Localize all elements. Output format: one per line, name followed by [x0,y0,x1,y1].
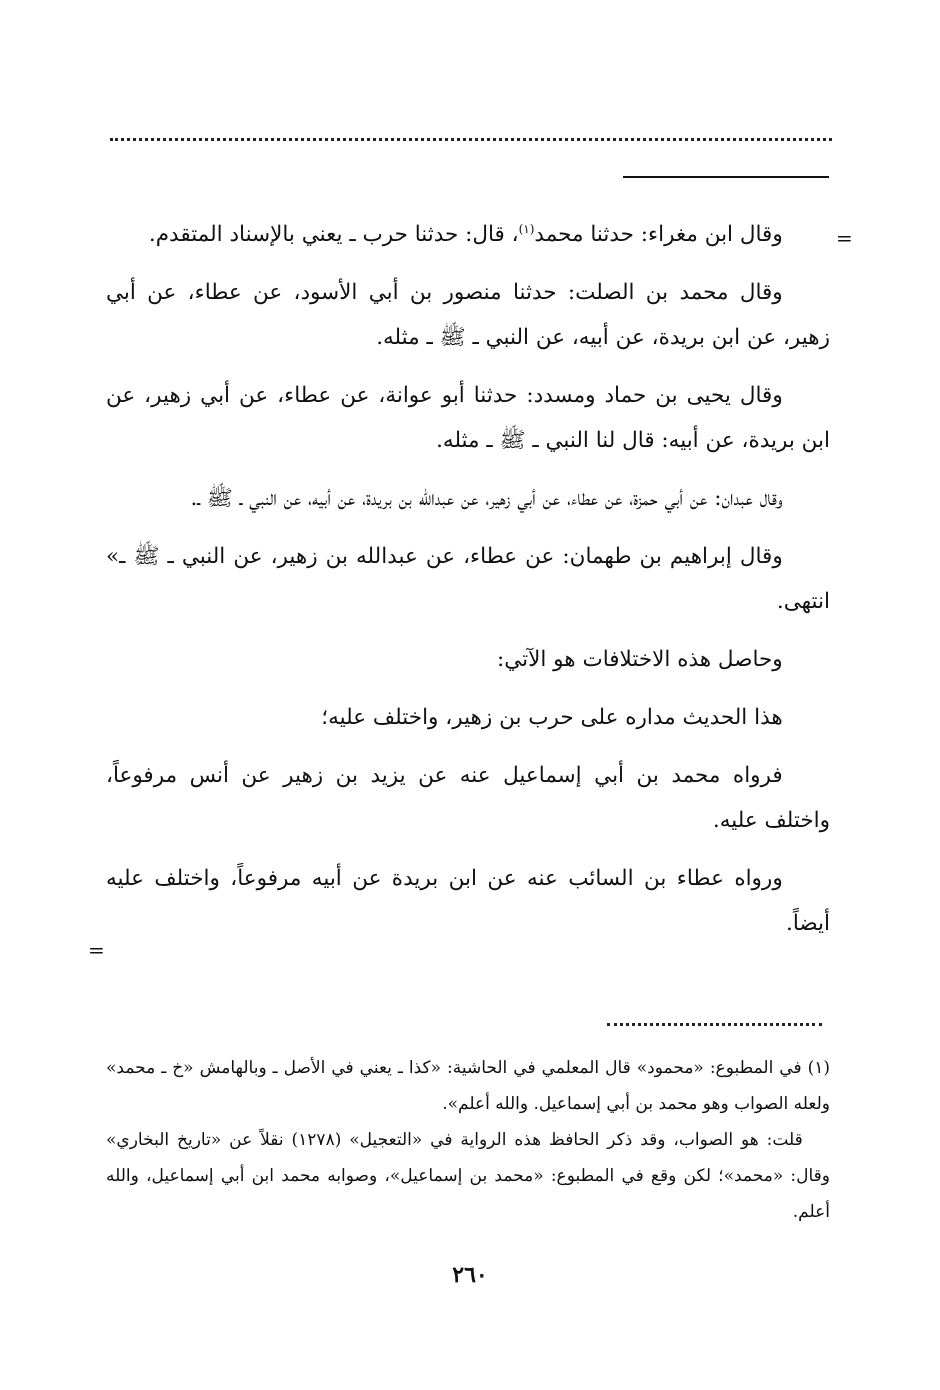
paragraph-1: وقال ابن مغراء: حدثنا محمد$^{(١)}$، قال: حدثنا حرب ـ يعني بالإسناد المتقدم. [148,221,783,247]
footnote-1: (١) في المطبوع: «محمود» قال المعلمي في الحاشية: «كذا ـ يعني في الأصل ـ وبالهامش «خ ـ محمد» ولعله الصواب وهو محمد بن أبي إسماعيل. والله أعلم». [106,1058,830,1114]
footnotes [106,1050,830,1230]
continuation-marker-bottom: = [88,938,105,962]
paragraph-3: وقال يحيى بن حماد ومسدد: حدثنا أبو عوانة، عن عطاء، عن أبي زهير، عن ابن بريدة، عن أبيه: قال لنا النبي ـ ﷺ ـ مثله. [106,383,830,453]
continuation-marker-top: = [836,226,853,250]
paragraph-9: ورواه عطاء بن السائب عنه عن ابن بريدة عن أبيه مرفوعاً، واختلف عليه أيضاً. [106,866,830,936]
paragraph-7: هذا الحديث مداره على حرب بن زهير، واختلف عليه؛ [321,705,783,730]
page-number: ٢٦٠ [452,1262,488,1288]
footnote-separator [607,1023,822,1032]
paragraph-2: وقال محمد بن الصلت: حدثنا منصور بن أبي الأسود، عن عطاء، عن أبي زهير، عن ابن بريدة، عن أبيه، عن النبي ـ ﷺ ـ مثله. [106,280,830,350]
top-rule [623,176,829,178]
paragraph-6: وحاصل هذه الاختلافات هو الآتي: [496,647,783,672]
paragraph-8: فرواه محمد بن أبي إسماعيل عنه عن يزيد بن زهير عن أنس مرفوعاً، واختلف عليه. [106,763,830,833]
footnote-1-comment: قلت: هو الصواب، وقد ذكر الحافظ هذه الرواية في «التعجيل» (١٢٧٨) نقلاً عن «تاريخ البخاري» وقال: «محمد»؛ لكن وقع في المطبوع: «محمد بن إسماعيل»، وصوابه محمد ابن أبي إسماعيل، والله أعلم. [106,1130,830,1222]
footnote-reference: (١) [518,221,535,236]
paragraph-5: وقال إبراهيم بن طهمان: عن عطاء، عن عبدالله بن زهير، عن النبي ـ ﷺ ـ» انتهى. [106,544,830,614]
top-dotted-separator [110,138,832,151]
paragraph-4: وقال عبدان: عن أبي حمزة، عن عطاء، عن أبي زهير، عن عبدالله بن بريدة، عن أبيه، عن النبي ـ ﷺ ـ. [190,486,783,511]
main-text [106,212,830,959]
